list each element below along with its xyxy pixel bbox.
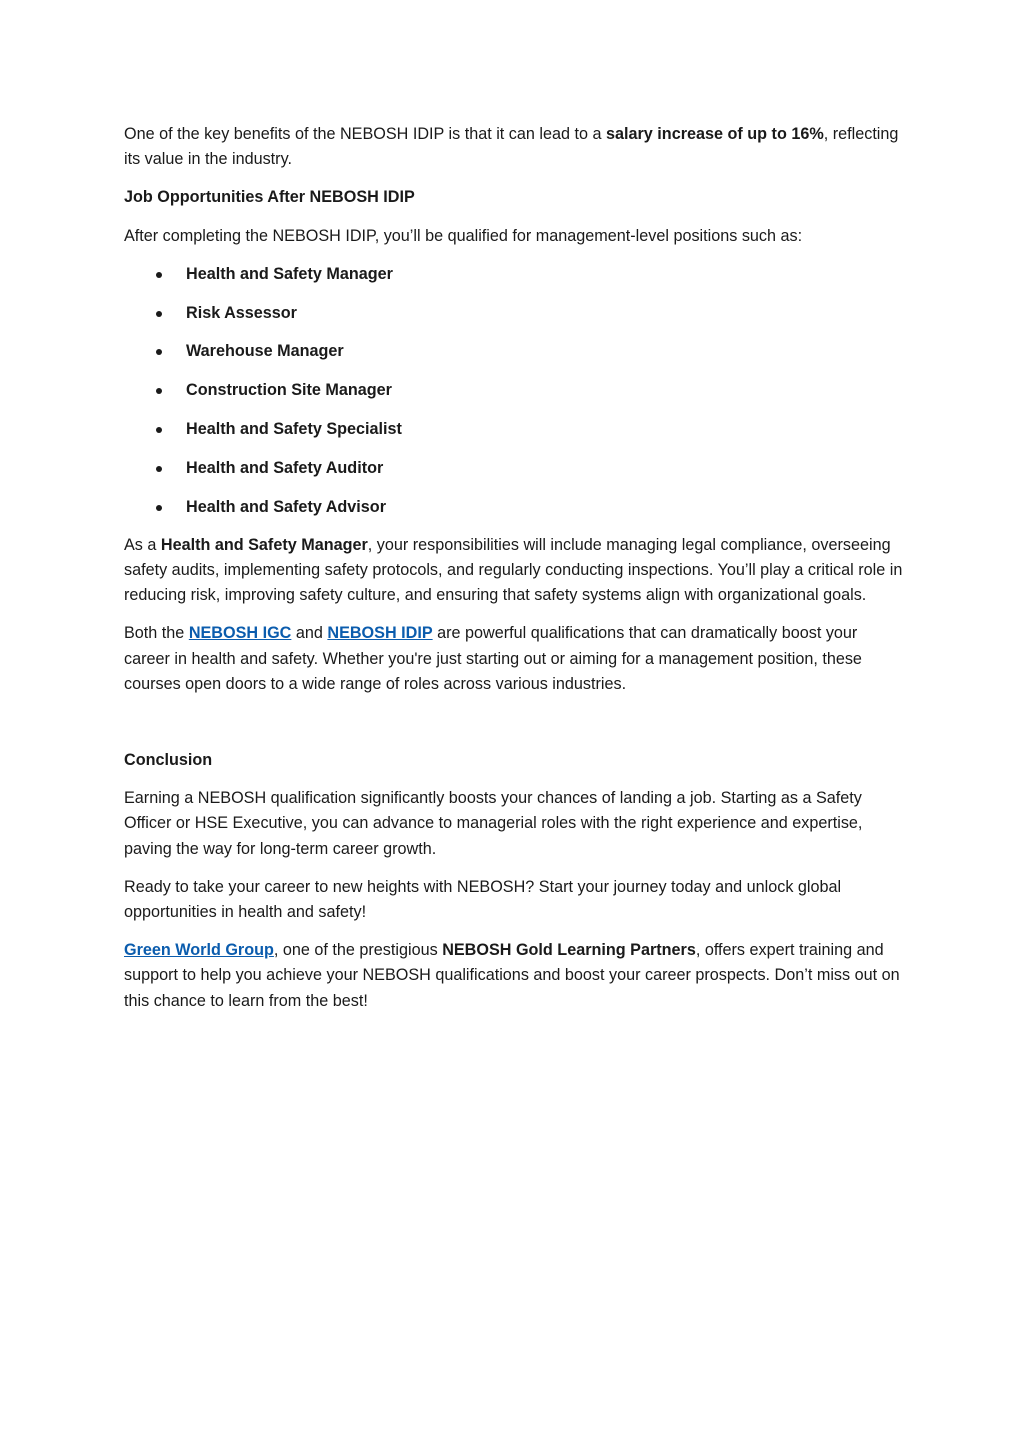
list-item	[124, 339, 904, 364]
intro-text-end: , reflecting its value in the industry.	[124, 125, 899, 169]
bullet-icon	[156, 311, 162, 317]
nebosh-igc-link[interactable]: NEBOSH IGC	[188, 624, 292, 643]
conclusion-paragraph-1: Earning a NEBOSH qualification significantly boosts your chances of landing a job. Starting as a Safety Officer or HSE Executive, you can advance to managerial roles with the right experience and expertise, paving the way for long-term career growth.	[124, 789, 863, 858]
job-title: Health and Safety Manager	[186, 264, 393, 283]
jobs-lead-paragraph: After completing the NEBOSH IDIP, you’ll be qualified for management-level positions such as:	[124, 226, 803, 245]
courses-mid: and	[291, 624, 328, 643]
bullet-icon	[156, 427, 162, 433]
job-title: Health and Safety Advisor	[186, 497, 386, 516]
manager-prefix: As a	[124, 535, 161, 554]
intro-bold-text: salary increase of up to 16%	[606, 125, 824, 143]
courses-prefix: Both the	[124, 624, 189, 643]
bullet-icon	[156, 388, 162, 394]
intro-text: One of the key benefits of the NEBOSH IDIP is that it can lead to a	[124, 125, 606, 143]
bullet-icon	[156, 505, 162, 511]
partner-text: , one of the prestigious	[273, 941, 443, 960]
partner-bold-text: NEBOSH Gold Learning Partners	[442, 941, 696, 960]
bullet-icon	[156, 349, 162, 355]
list-item	[124, 495, 904, 520]
conclusion-heading: Conclusion	[124, 750, 213, 769]
list-item	[124, 417, 904, 442]
job-title: Health and Safety Specialist	[186, 419, 402, 438]
job-list	[124, 262, 904, 520]
conclusion-paragraph-3	[124, 938, 904, 1014]
list-item	[124, 378, 904, 403]
job-title: Health and Safety Auditor	[186, 458, 384, 477]
manager-bold-text: Health and Safety Manager	[160, 535, 368, 554]
jobs-heading: Job Opportunities After NEBOSH IDIP	[124, 188, 415, 207]
list-item	[124, 301, 904, 326]
job-title: Risk Assessor	[186, 303, 297, 322]
partner-text-end: , offers expert training and support to help you achieve your NEBOSH qualifications and boost your career prospects. Don’t miss out on this chance to learn from the best!	[124, 941, 900, 1010]
bullet-icon	[156, 466, 162, 472]
manager-text: , your responsibilities will include managing legal compliance, overseeing safety audits, implementing safety protocols, and regularly conducting inspections. You’ll play a critical role in reducing risk, improving safety culture, and ensuring that safety systems align with organizational goals.	[124, 535, 903, 605]
manager-paragraph	[124, 533, 904, 609]
intro-paragraph	[124, 122, 904, 172]
section-spacer	[124, 710, 904, 748]
job-title: Construction Site Manager	[186, 381, 392, 400]
conclusion-paragraph-2: Ready to take your career to new heights with NEBOSH? Start your journey today and unlock global opportunities in health and safety!	[124, 877, 842, 921]
document-page	[124, 122, 904, 1027]
list-item	[124, 456, 904, 481]
courses-paragraph	[124, 621, 904, 697]
bullet-icon	[156, 272, 162, 278]
courses-text: are powerful qualifications that can dramatically boost your career in health and safety. Whether you're just starting out or aiming for a management position, these courses open doors to a wide range of roles across various industries.	[124, 624, 862, 693]
green-world-group-link[interactable]: Green World Group	[124, 941, 274, 960]
nebosh-idip-link[interactable]: NEBOSH IDIP	[327, 624, 433, 643]
list-item	[124, 262, 904, 287]
job-title: Warehouse Manager	[186, 342, 344, 361]
